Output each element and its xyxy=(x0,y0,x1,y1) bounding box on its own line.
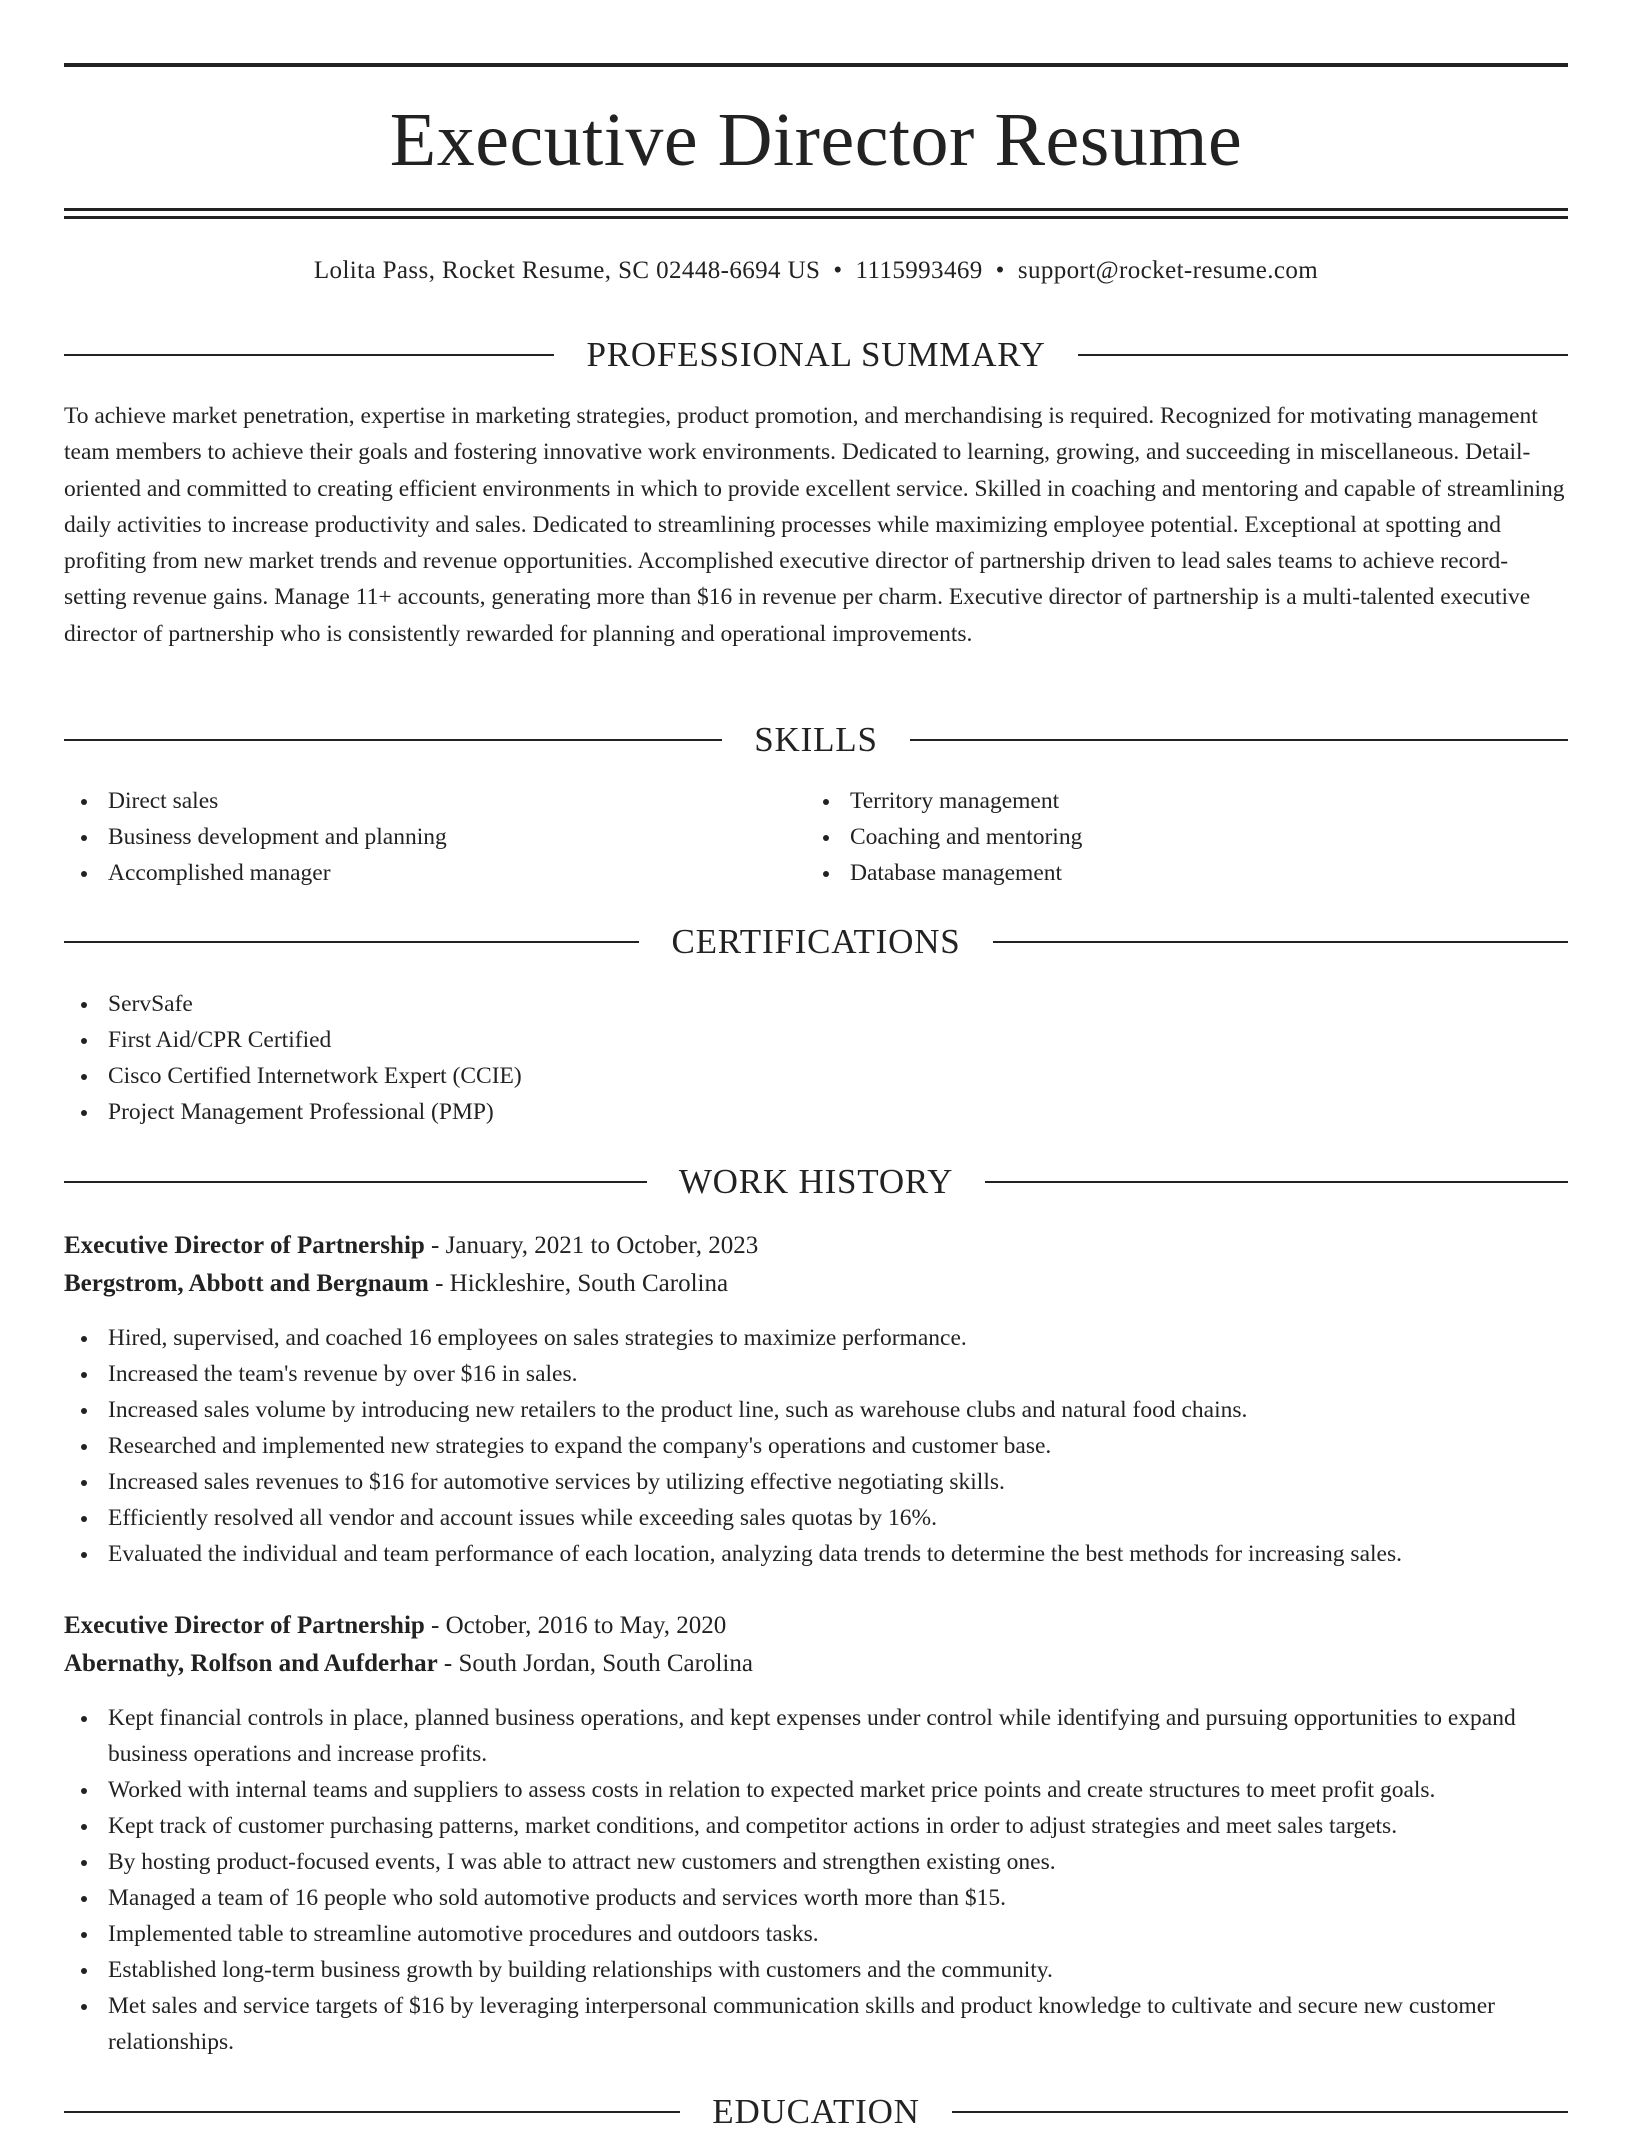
section-rule xyxy=(64,941,639,943)
title-top-rule xyxy=(64,63,1568,67)
title-bottom-rule-1 xyxy=(64,208,1568,211)
job-title: Executive Director of Partnership xyxy=(64,1232,425,1259)
job-bullet: Researched and implemented new strategies to expand the company's operations and customer base. xyxy=(64,1428,1570,1464)
section-header-work-history xyxy=(64,1160,1568,1204)
certifications-list xyxy=(64,986,1568,1130)
section-rule xyxy=(952,2111,1568,2113)
section-rule xyxy=(64,2111,680,2113)
contact-phone: 1115993469 xyxy=(855,257,983,284)
job-bullet: Implemented table to streamline automotive procedures and outdoors tasks. xyxy=(64,1916,1570,1952)
contact-email: support@rocket-resume.com xyxy=(1017,257,1319,284)
job-company-line: Abernathy, Rolfson and Aufderhar - South Jordan, South Carolina xyxy=(64,1650,753,1677)
job-bullet: Established long-term business growth by building relationships with customers and the community. xyxy=(64,1952,1570,1988)
job-dates: January, 2021 to October, 2023 xyxy=(445,1232,759,1259)
title-bottom-rule-2 xyxy=(64,216,1568,219)
job-bullet: Evaluated the individual and team performance of each location, analyzing data trends to determine the best methods for increasing sales. xyxy=(64,1536,1570,1572)
skill-item: Accomplished manager xyxy=(64,855,764,891)
job-company-line: Bergstrom, Abbott and Bergnaum - Hickleshire, South Carolina xyxy=(64,1270,729,1297)
certification-item: Project Management Professional (PMP) xyxy=(64,1094,1568,1130)
job-bullet: Increased sales revenues to $16 for automotive services by utilizing effective negotiating skills. xyxy=(64,1464,1570,1500)
section-rule xyxy=(993,941,1568,943)
section-header-skills xyxy=(64,718,1568,762)
job-bullet: Worked with internal teams and suppliers to assess costs in relation to expected market price points and create structures to meet profit goals. xyxy=(64,1772,1570,1808)
certification-item: ServSafe xyxy=(64,986,1568,1022)
section-title-certifications: CERTIFICATIONS xyxy=(671,922,961,961)
contact-separator: • xyxy=(995,257,1005,284)
job-bullet: Increased the team's revenue by over $16 in sales. xyxy=(64,1356,1570,1392)
certification-item: Cisco Certified Internetwork Expert (CCIE) xyxy=(64,1058,1568,1094)
job-title-line: Executive Director of Partnership - October, 2016 to May, 2020 xyxy=(64,1612,727,1639)
job-bullet: Hired, supervised, and coached 16 employees on sales strategies to maximize performance. xyxy=(64,1320,1570,1356)
skill-item: Direct sales xyxy=(64,783,764,819)
section-title-education: EDUCATION xyxy=(712,2092,920,2131)
job-bullet: Increased sales volume by introducing new retailers to the product line, such as warehouse clubs and natural food chains. xyxy=(64,1392,1570,1428)
skills-list-right xyxy=(806,783,1506,891)
job-bullet: Kept financial controls in place, planned business operations, and kept expenses under control while identifying and pursuing opportunities to expand business operations and increase profits. xyxy=(64,1700,1570,1772)
summary-text: To achieve market penetration, expertise in marketing strategies, product promotion, and merchandising is required. Recognized for motivating management team members to achieve their goals and fostering innovative work environments. Dedicated to learning, growing, and succeeding in miscellaneous. Detail-oriented and committed to creating efficient environments in which to provide excellent service. Skilled in coaching and mentoring and capable of streamlining daily activities to increase productivity and sales. Dedicated to streamlining processes while maximizing employee potential. Exceptional at spotting and profiting from new market trends and revenue opportunities. Accomplished executive director of partnership driven to lead sales teams to achieve record-setting revenue gains. Manage 11+ accounts, generating more than $16 in revenue per charm. Executive director of partnership is a multi-talented executive director of partnership who is consistently rewarded for planning and operational improvements. xyxy=(64,403,1565,647)
job-title: Executive Director of Partnership xyxy=(64,1612,425,1639)
skills-list-left xyxy=(64,783,764,891)
job-bullet: Managed a team of 16 people who sold automotive products and services worth more than $15. xyxy=(64,1880,1570,1916)
skill-item: Database management xyxy=(806,855,1506,891)
skill-item: Business development and planning xyxy=(64,819,764,855)
skill-item: Coaching and mentoring xyxy=(806,819,1506,855)
job-location: Hickleshire, South Carolina xyxy=(449,1270,729,1297)
contact-separator: • xyxy=(833,257,843,284)
job-bullet: Efficiently resolved all vendor and account issues while exceeding sales quotas by 16%. xyxy=(64,1500,1570,1536)
job-bullet: Met sales and service targets of $16 by leveraging interpersonal communication skills and product knowledge to cultivate and secure new customer relationships. xyxy=(64,1988,1570,2060)
section-title-skills: SKILLS xyxy=(754,720,878,759)
skill-item: Territory management xyxy=(806,783,1506,819)
job-location: South Jordan, South Carolina xyxy=(458,1650,753,1677)
job-bullet: By hosting product-focused events, I was able to attract new customers and strengthen existing ones. xyxy=(64,1844,1570,1880)
job-bullet: Kept track of customer purchasing patterns, market conditions, and competitor actions in order to adjust strategies and meet sales targets. xyxy=(64,1808,1570,1844)
job-title-line: Executive Director of Partnership - January, 2021 to October, 2023 xyxy=(64,1232,759,1259)
page-title: Executive Director Resume xyxy=(389,98,1243,182)
section-rule xyxy=(64,354,554,356)
section-title-summary: PROFESSIONAL SUMMARY xyxy=(586,335,1046,374)
section-rule xyxy=(1078,354,1568,356)
certification-item: First Aid/CPR Certified xyxy=(64,1022,1568,1058)
section-rule xyxy=(64,739,722,741)
section-header-summary xyxy=(64,333,1568,377)
contact-line xyxy=(0,253,1632,289)
section-header-education xyxy=(64,2090,1568,2134)
section-rule xyxy=(910,739,1568,741)
section-rule xyxy=(64,1181,647,1183)
job-company: Abernathy, Rolfson and Aufderhar xyxy=(64,1650,438,1677)
contact-address: Lolita Pass, Rocket Resume, SC 02448-6694 US xyxy=(313,257,821,284)
section-rule xyxy=(985,1181,1568,1183)
job-company: Bergstrom, Abbott and Bergnaum xyxy=(64,1270,429,1297)
section-header-certifications xyxy=(64,920,1568,964)
job-dates: October, 2016 to May, 2020 xyxy=(445,1612,727,1639)
job-bullets xyxy=(64,1700,1570,2060)
job-bullets xyxy=(64,1320,1570,1572)
section-title-work-history: WORK HISTORY xyxy=(678,1162,954,1201)
